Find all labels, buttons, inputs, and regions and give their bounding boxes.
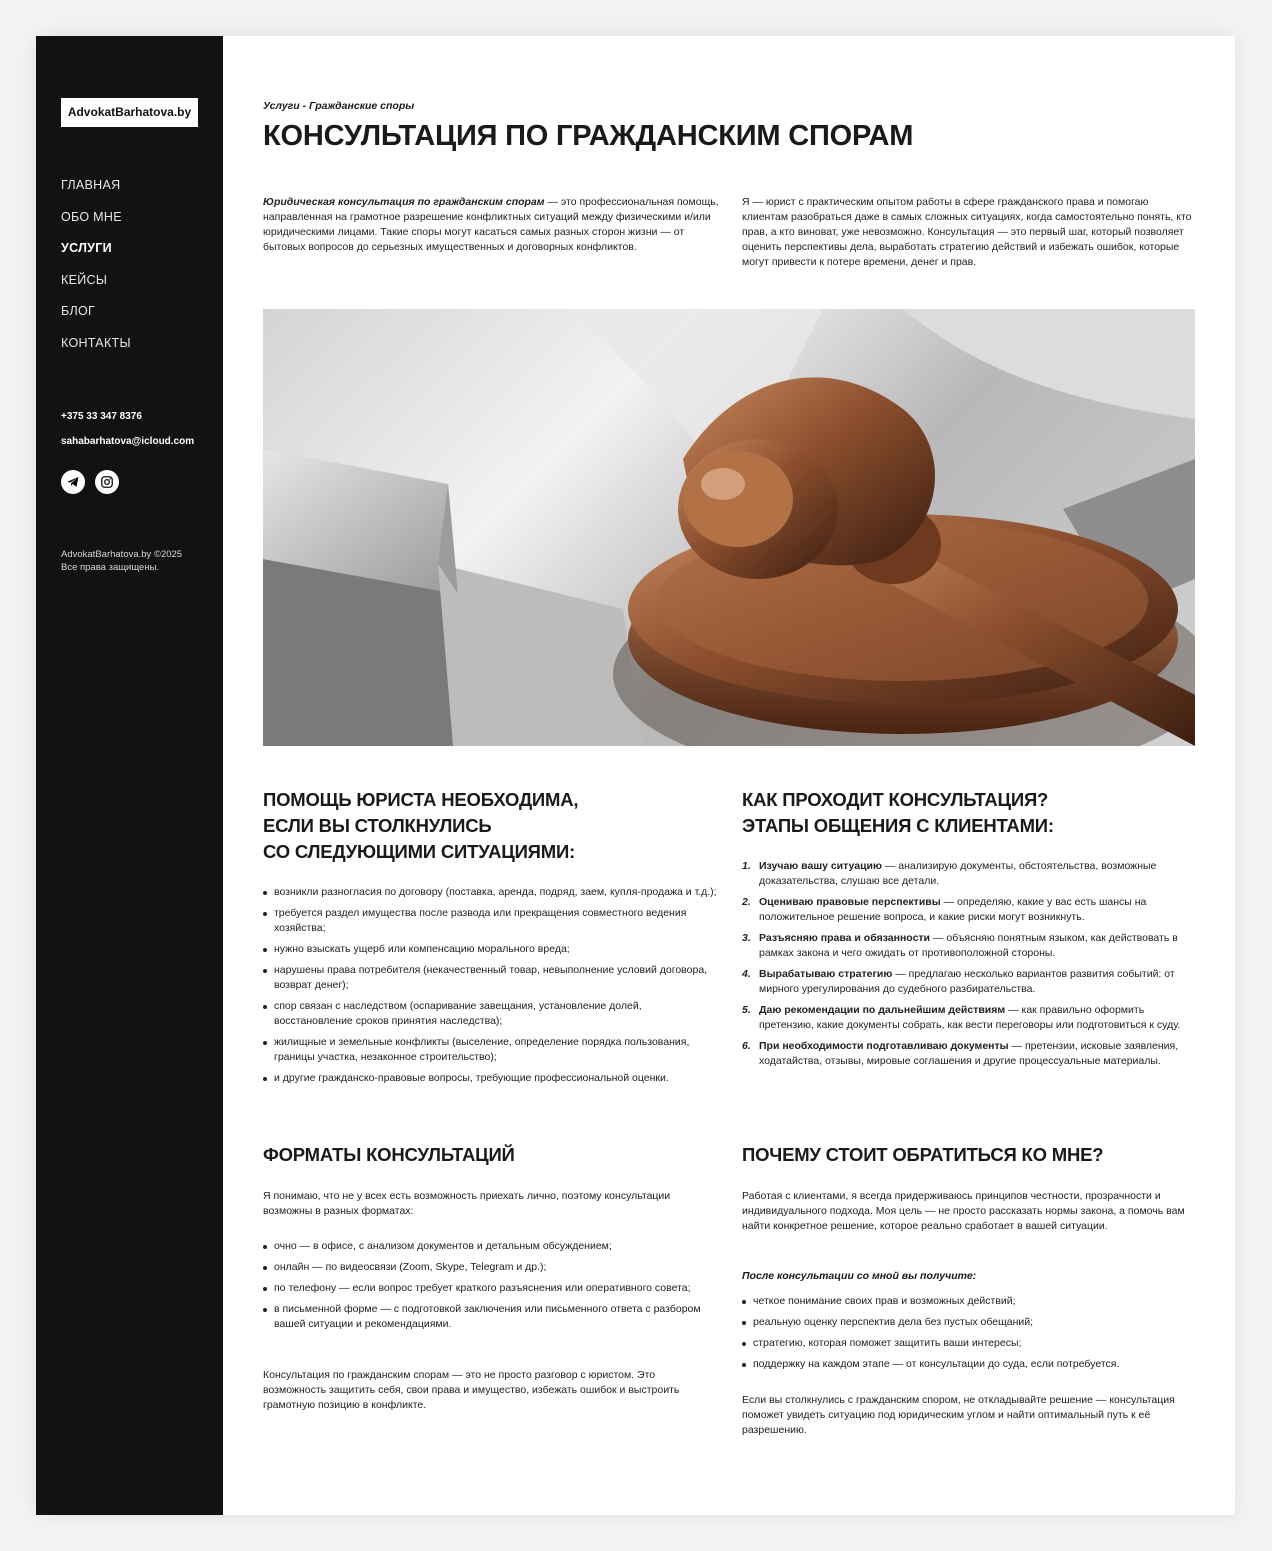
- why-subtitle: После консультации со мной вы получите:: [742, 1270, 977, 1282]
- main-nav: [61, 178, 131, 367]
- formats-intro: Я понимаю, что не у всех есть возможность приехать лично, поэтому консультации возможны в разных форматах:: [263, 1190, 671, 1217]
- step-title: Разъясняю права и обязанности: [759, 932, 931, 944]
- list-item: онлайн — по видеосвязи (Zoom, Skype, Telegram и др.);: [263, 1260, 719, 1275]
- situations-title-l2: ЕСЛИ ВЫ СТОЛКНУЛИСЬ: [263, 815, 492, 836]
- situations-title-l1: ПОМОЩЬ ЮРИСТА НЕОБХОДИМА,: [263, 789, 579, 810]
- formats-list: [263, 1239, 719, 1338]
- intro-left-lead: Юридическая консультация по гражданским спорам: [263, 196, 545, 208]
- site-logo[interactable]: AdvokatBarhatova.by: [61, 98, 198, 127]
- step-item: [742, 1039, 1195, 1069]
- step-title: При необходимости подготавливаю документы: [759, 1040, 1009, 1052]
- step-text: — предлагаю несколько вариантов развития событий: от мирного урегулирования до судебного разбирательства.: [759, 968, 1175, 995]
- why-intro: Работая с клиентами, я всегда придерживаюсь принципов честности, прозрачности и индивидуального подхода. Моя цель — не просто рассказать нормы закона, а помочь вам найти конкретное решение, которое реально сработает в вашей ситуации.: [742, 1190, 1185, 1232]
- step-item: [742, 1003, 1195, 1033]
- step-text: — объясняю понятным языком, как действовать в рамках закона и чего ожидать от противоположной стороны.: [759, 932, 1178, 959]
- intro-left: [263, 195, 719, 255]
- list-item: жилищные и земельные конфликты (выселение, определение порядка пользования, границы участка, незаконное строительство);: [263, 1035, 719, 1065]
- list-item: четкое понимание своих прав и возможных действий;: [742, 1294, 1195, 1309]
- step-text: — как правильно оформить претензию, какие документы собрать, как вести переговоры или подготовиться к суду.: [759, 1004, 1181, 1031]
- step-item: [742, 931, 1195, 961]
- situations-heading: [263, 787, 719, 865]
- nav-item-blog[interactable]: БЛОГ: [61, 304, 96, 318]
- situations-list: [263, 885, 719, 1092]
- list-item: возникли разногласия по договору (поставка, аренда, подряд, заем, купля-продажа и т.д.);: [263, 885, 719, 900]
- copyright-line1: AdvokatBarhatova.by ©2025: [61, 549, 183, 560]
- step-title: Оцениваю правовые перспективы: [759, 896, 941, 908]
- intro-right: Я — юрист с практическим опытом работы в сфере гражданского права и помогаю клиентам разобраться даже в самых сложных ситуациях, когда самостоятельно понять, кто прав, а кто виноват, уже невозможно. Консультация — это первый шаг, который позволяет оценить перспективы дела, выработать стратегию действий и избежать ошибок, которые могут привести к потере времени, денег и прав.: [742, 196, 1192, 268]
- list-item: стратегию, которая поможет защитить ваши интересы;: [742, 1336, 1195, 1351]
- intro-left-rest: — это профессиональная помощь, направленная на грамотное разрешение конфликтных ситуаций между физическими и/или юридическими лицами. Такие споры могут касаться самых разных сторон жизни — от бытовых вопросов до серьезных имущественных и договорных конфликтов.: [263, 196, 719, 253]
- page-title: КОНСУЛЬТАЦИЯ ПО ГРАЖДАНСКИМ СПОРАМ: [263, 120, 914, 152]
- step-number: 2.: [742, 896, 751, 908]
- step-title: Даю рекомендации по дальнейшим действиям: [759, 1004, 1006, 1016]
- step-number: 3.: [742, 932, 751, 944]
- process-steps: [742, 859, 1195, 1075]
- why-outro: Если вы столкнулись с гражданским спором, не откладывайте решение — консультация поможет увидеть ситуацию под юридическим углом и найти оптимальный путь к её разрешению.: [742, 1394, 1175, 1436]
- step-text: — анализирую документы, обстоятельства, возможные доказательства, слушаю все детали.: [759, 860, 1157, 887]
- nav-item-about[interactable]: ОБО МНЕ: [61, 209, 122, 224]
- process-title-l2: ЭТАПЫ ОБЩЕНИЯ С КЛИЕНТАМИ:: [742, 815, 1054, 836]
- list-item: нарушены права потребителя (некачественный товар, невыполнение условий договора, возврат денег);: [263, 963, 719, 993]
- nav-item-services[interactable]: УСЛУГИ: [61, 241, 112, 255]
- instagram-icon[interactable]: [95, 470, 119, 494]
- hero-image-gavel: [263, 309, 1195, 746]
- list-item: поддержку на каждом этапе — от консультации до суда, если потребуется.: [742, 1357, 1195, 1372]
- situations-title-l3: СО СЛЕДУЮЩИМИ СИТУАЦИЯМИ:: [263, 841, 576, 862]
- breadcrumb[interactable]: Услуги - Гражданские споры: [263, 100, 415, 112]
- step-title: Вырабатываю стратегию: [759, 968, 893, 980]
- sidebar: [36, 36, 223, 1515]
- list-item: в письменной форме — с подготовкой заключения или письменного ответа с разбором вашей ситуации и рекомендациями.: [263, 1302, 719, 1332]
- nav-item-cases[interactable]: КЕЙСЫ: [61, 272, 108, 287]
- list-item: по телефону — если вопрос требует краткого разъяснения или оперативного совета;: [263, 1281, 719, 1296]
- nav-item-home[interactable]: ГЛАВНАЯ: [61, 178, 121, 192]
- list-item: нужно взыскать ущерб или компенсацию морального вреда;: [263, 942, 719, 957]
- step-text: — определяю, какие у вас есть шансы на положительное решение вопроса, и какие риски могут возникнуть.: [759, 896, 1147, 923]
- step-item: [742, 967, 1195, 997]
- copyright: [61, 548, 182, 574]
- email-link[interactable]: sahabarhatova@icloud.com: [61, 436, 195, 447]
- list-item: требуется раздел имущества после развода или прекращения совместного ведения хозяйства;: [263, 906, 719, 936]
- step-text: — претензии, исковые заявления, ходатайства, отзывы, мировые соглашения и другие процессуальные материалы.: [759, 1040, 1179, 1067]
- process-heading: [742, 787, 1195, 839]
- step-number: 1.: [742, 860, 751, 872]
- step-item: [742, 859, 1195, 889]
- phone-link[interactable]: +375 33 347 8376: [61, 411, 142, 422]
- why-list: [742, 1294, 1195, 1378]
- list-item: реальную оценку перспектив дела без пустых обещаний;: [742, 1315, 1195, 1330]
- copyright-line2: Все права защищены.: [61, 562, 160, 573]
- step-number: 4.: [742, 968, 751, 980]
- social-links: [61, 470, 125, 499]
- formats-heading: ФОРМАТЫ КОНСУЛЬТАЦИЙ: [263, 1144, 515, 1165]
- formats-outro: Консультация по гражданским спорам — это не просто разговор с юристом. Это возможность защитить себя, свои права и имущество, избежать ошибок и выстроить грамотную позицию в конфликте.: [263, 1369, 680, 1411]
- list-item: спор связан с наследством (оспаривание завещания, установление долей, восстановление сроков принятия наследства);: [263, 999, 719, 1029]
- step-number: 5.: [742, 1004, 751, 1016]
- step-item: [742, 895, 1195, 925]
- list-item: очно — в офисе, с анализом документов и детальным обсуждением;: [263, 1239, 719, 1254]
- process-title-l1: КАК ПРОХОДИТ КОНСУЛЬТАЦИЯ?: [742, 789, 1049, 810]
- step-title: Изучаю вашу ситуацию: [759, 860, 882, 872]
- list-item: и другие гражданско-правовые вопросы, требующие профессиональной оценки.: [263, 1071, 719, 1086]
- gavel-illustration: [263, 309, 1195, 746]
- telegram-icon[interactable]: [61, 470, 85, 494]
- page-frame: [36, 36, 1235, 1515]
- step-number: 6.: [742, 1040, 751, 1052]
- main-content: [263, 36, 1195, 1515]
- nav-item-contacts[interactable]: КОНТАКТЫ: [61, 335, 131, 350]
- why-heading: ПОЧЕМУ СТОИТ ОБРАТИТЬСЯ КО МНЕ?: [742, 1144, 1104, 1165]
